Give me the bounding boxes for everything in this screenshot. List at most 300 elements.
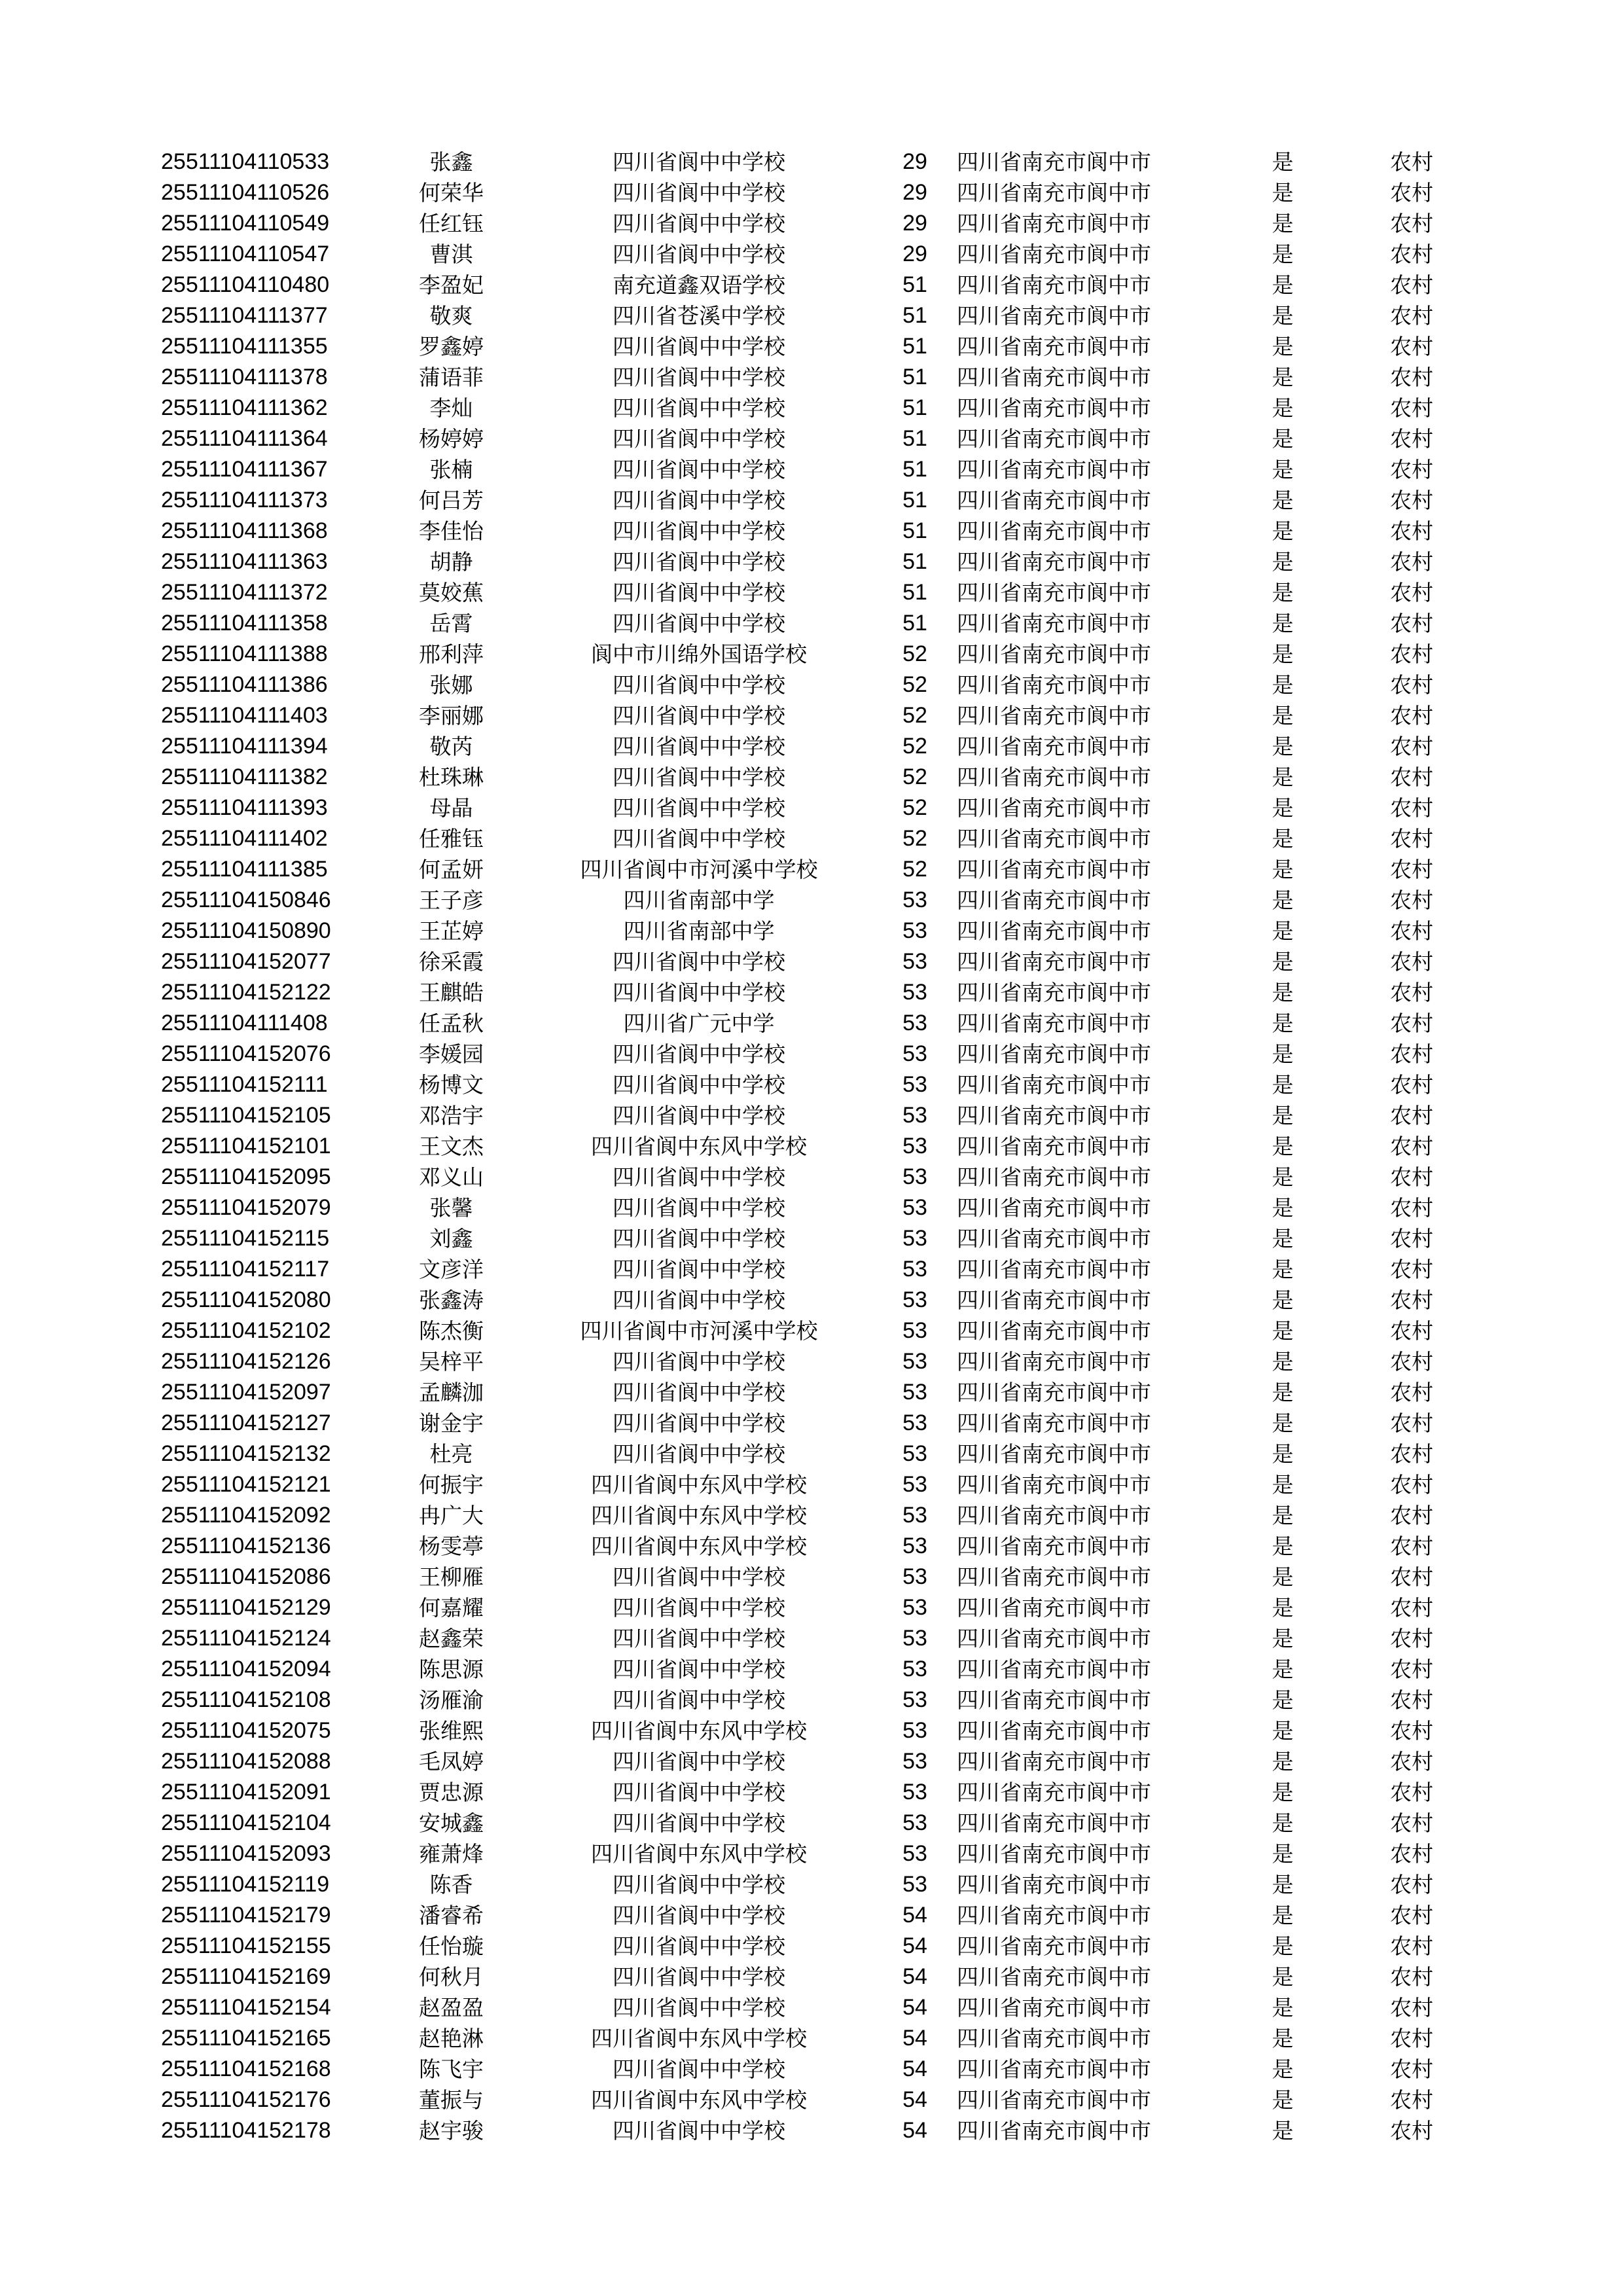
student-name-cell: 蒲语菲 (419, 365, 484, 390)
table-row (161, 1162, 1445, 1193)
eligibility-cell: 是 (1272, 395, 1294, 421)
score-cell: 51 (902, 549, 927, 574)
eligibility-cell: 是 (1272, 1257, 1294, 1282)
score-cell: 53 (902, 1410, 927, 1435)
region-cell: 四川省南充市阆中市 (957, 1134, 1151, 1159)
exam-number-cell: 25511104111408 (161, 1011, 328, 1035)
exam-number-cell: 25511104152155 (161, 1933, 331, 1958)
area-type-cell: 农村 (1390, 1810, 1433, 1836)
score-cell: 51 (902, 272, 927, 297)
area-type-cell: 农村 (1390, 395, 1433, 421)
table-row (161, 1377, 1445, 1408)
exam-number-cell: 25511104152102 (161, 1318, 331, 1343)
school-cell: 四川省阆中中学校 (613, 180, 785, 206)
score-cell: 29 (902, 180, 927, 205)
eligibility-cell: 是 (1272, 1441, 1294, 1467)
eligibility-cell: 是 (1272, 149, 1294, 175)
region-cell: 四川省南充市阆中市 (957, 242, 1151, 267)
exam-number-cell: 25511104152169 (161, 1964, 331, 1989)
table-row (161, 1562, 1445, 1592)
school-cell: 四川省阆中中学校 (613, 1749, 785, 1774)
school-cell: 四川省阆中中学校 (613, 365, 785, 390)
table-row (161, 423, 1445, 454)
eligibility-cell: 是 (1272, 1964, 1294, 1990)
student-name-cell: 任孟秋 (419, 1011, 484, 1036)
table-row (161, 977, 1445, 1008)
exam-number-cell: 25511104152108 (161, 1687, 331, 1712)
region-cell: 四川省南充市阆中市 (957, 2118, 1151, 2144)
area-type-cell: 农村 (1390, 580, 1433, 605)
exam-number-cell: 25511104110533 (161, 149, 330, 174)
score-cell: 53 (902, 1718, 927, 1743)
area-type-cell: 农村 (1390, 1195, 1433, 1221)
region-cell: 四川省南充市阆中市 (957, 1780, 1151, 1805)
student-name-cell: 陈杰衡 (419, 1318, 484, 1344)
region-cell: 四川省南充市阆中市 (957, 180, 1151, 206)
eligibility-cell: 是 (1272, 457, 1294, 482)
school-cell: 四川省阆中中学校 (613, 1103, 785, 1128)
student-name-cell: 何吕芳 (419, 488, 484, 513)
school-cell: 四川省阆中东风中学校 (591, 2026, 807, 2051)
score-cell: 52 (902, 641, 927, 666)
school-cell: 四川省阆中中学校 (613, 580, 785, 605)
area-type-cell: 农村 (1390, 918, 1433, 944)
table-row (161, 2085, 1445, 2115)
table-row (161, 516, 1445, 547)
area-type-cell: 农村 (1390, 1964, 1433, 1990)
score-cell: 53 (902, 1749, 927, 1774)
student-name-cell: 李媛园 (419, 1041, 484, 1067)
table-row (161, 1531, 1445, 1562)
exam-number-cell: 25511104152097 (161, 1380, 331, 1405)
table-row (161, 1715, 1445, 1746)
eligibility-cell: 是 (1272, 1472, 1294, 1498)
school-cell: 四川省阆中中学校 (613, 1780, 785, 1805)
eligibility-cell: 是 (1272, 334, 1294, 359)
region-cell: 四川省南充市阆中市 (957, 395, 1151, 421)
table-row (161, 393, 1445, 423)
exam-number-cell: 25511104152117 (161, 1257, 330, 1282)
score-cell: 51 (902, 395, 927, 420)
eligibility-cell: 是 (1272, 795, 1294, 821)
area-type-cell: 农村 (1390, 1164, 1433, 1190)
exam-number-cell: 25511104152168 (161, 2056, 331, 2081)
region-cell: 四川省南充市阆中市 (957, 1011, 1151, 1036)
school-cell: 四川省阆中中学校 (613, 1687, 785, 1713)
area-type-cell: 农村 (1390, 734, 1433, 759)
eligibility-cell: 是 (1272, 1318, 1294, 1344)
student-name-cell: 毛凤婷 (419, 1749, 484, 1774)
area-type-cell: 农村 (1390, 1103, 1433, 1128)
eligibility-cell: 是 (1272, 857, 1294, 882)
student-name-cell: 贾忠源 (419, 1780, 484, 1805)
exam-number-cell: 25511104152091 (161, 1780, 331, 1804)
region-cell: 四川省南充市阆中市 (957, 1195, 1151, 1221)
school-cell: 四川省阆中中学校 (613, 1564, 785, 1590)
area-type-cell: 农村 (1390, 1903, 1433, 1928)
score-cell: 54 (902, 2026, 927, 2051)
area-type-cell: 农村 (1390, 1626, 1433, 1651)
table-row (161, 1193, 1445, 1223)
exam-number-cell: 25511104111385 (161, 857, 328, 882)
score-cell: 53 (902, 1287, 927, 1312)
school-cell: 四川省阆中中学校 (613, 980, 785, 1005)
table-row (161, 1439, 1445, 1469)
table-row (161, 547, 1445, 577)
student-name-cell: 何孟妍 (419, 857, 484, 882)
table-row (161, 1623, 1445, 1654)
student-name-cell: 敬芮 (429, 734, 473, 759)
region-cell: 四川省南充市阆中市 (957, 488, 1151, 513)
area-type-cell: 农村 (1390, 549, 1433, 575)
school-cell: 南充道鑫双语学校 (613, 272, 785, 298)
exam-number-cell: 25511104152079 (161, 1195, 331, 1220)
score-cell: 53 (902, 1503, 927, 1528)
area-type-cell: 农村 (1390, 1780, 1433, 1805)
school-cell: 四川省南部中学 (623, 918, 775, 944)
region-cell: 四川省南充市阆中市 (957, 1564, 1151, 1590)
table-row (161, 608, 1445, 639)
area-type-cell: 农村 (1390, 180, 1433, 206)
score-cell: 53 (902, 1380, 927, 1405)
student-name-cell: 任怡璇 (419, 1933, 484, 1959)
score-cell: 51 (902, 334, 927, 359)
student-name-cell: 胡静 (429, 549, 473, 575)
eligibility-cell: 是 (1272, 1534, 1294, 1559)
exam-number-cell: 25511104152080 (161, 1287, 331, 1312)
eligibility-cell: 是 (1272, 1903, 1294, 1928)
score-cell: 53 (902, 949, 927, 974)
eligibility-cell: 是 (1272, 1164, 1294, 1190)
eligibility-cell: 是 (1272, 1687, 1294, 1713)
student-name-cell: 李灿 (429, 395, 473, 421)
student-name-cell: 谢金宇 (419, 1410, 484, 1436)
exam-number-cell: 25511104111377 (161, 303, 328, 328)
table-row (161, 1746, 1445, 1777)
student-name-cell: 邢利萍 (419, 641, 484, 667)
region-cell: 四川省南充市阆中市 (957, 1257, 1151, 1282)
exam-number-cell: 25511104111373 (161, 488, 328, 512)
score-cell: 54 (902, 1933, 927, 1958)
region-cell: 四川省南充市阆中市 (957, 1872, 1151, 1897)
area-type-cell: 农村 (1390, 1534, 1433, 1559)
score-cell: 52 (902, 857, 927, 882)
area-type-cell: 农村 (1390, 2056, 1433, 2082)
table-row (161, 1346, 1445, 1377)
region-cell: 四川省南充市阆中市 (957, 1995, 1151, 2020)
score-cell: 53 (902, 1441, 927, 1466)
eligibility-cell: 是 (1272, 180, 1294, 206)
table-row (161, 1039, 1445, 1069)
exam-number-cell: 25511104152132 (161, 1441, 331, 1466)
score-cell: 51 (902, 365, 927, 389)
area-type-cell: 农村 (1390, 1349, 1433, 1374)
area-type-cell: 农村 (1390, 1041, 1433, 1067)
student-name-cell: 母晶 (429, 795, 473, 821)
school-cell: 四川省阆中中学校 (613, 1995, 785, 2020)
score-cell: 52 (902, 734, 927, 759)
area-type-cell: 农村 (1390, 1410, 1433, 1436)
score-cell: 53 (902, 1687, 927, 1712)
eligibility-cell: 是 (1272, 826, 1294, 852)
region-cell: 四川省南充市阆中市 (957, 549, 1151, 575)
student-name-cell: 李盈妃 (419, 272, 484, 298)
score-cell: 54 (902, 1903, 927, 1928)
table-row (161, 1962, 1445, 1992)
region-cell: 四川省南充市阆中市 (957, 1380, 1151, 1405)
school-cell: 四川省阆中中学校 (613, 149, 785, 175)
exam-number-cell: 25511104152136 (161, 1534, 331, 1558)
score-cell: 54 (902, 2118, 927, 2143)
student-name-cell: 邓浩宇 (419, 1103, 484, 1128)
area-type-cell: 农村 (1390, 1318, 1433, 1344)
eligibility-cell: 是 (1272, 1103, 1294, 1128)
school-cell: 四川省阆中中学校 (613, 1041, 785, 1067)
student-name-cell: 杨博文 (419, 1072, 484, 1098)
student-name-cell: 岳霄 (429, 611, 473, 636)
exam-number-cell: 25511104111402 (161, 826, 328, 851)
score-cell: 29 (902, 211, 927, 236)
school-cell: 四川省阆中中学校 (613, 1287, 785, 1313)
school-cell: 四川省阆中中学校 (613, 795, 785, 821)
exam-number-cell: 25511104111393 (161, 795, 328, 820)
exam-number-cell: 25511104111403 (161, 703, 328, 728)
table-row (161, 1500, 1445, 1531)
exam-number-cell: 25511104150846 (161, 888, 331, 912)
region-cell: 四川省南充市阆中市 (957, 703, 1151, 728)
area-type-cell: 农村 (1390, 1441, 1433, 1467)
region-cell: 四川省南充市阆中市 (957, 857, 1151, 882)
region-cell: 四川省南充市阆中市 (957, 1226, 1151, 1251)
table-row (161, 1592, 1445, 1623)
exam-number-cell: 25511104111372 (161, 580, 328, 605)
score-cell: 53 (902, 1780, 927, 1804)
region-cell: 四川省南充市阆中市 (957, 149, 1151, 175)
school-cell: 四川省阆中东风中学校 (591, 1841, 807, 1867)
student-name-cell: 安城鑫 (419, 1810, 484, 1836)
table-row (161, 1808, 1445, 1839)
exam-number-cell: 25511104152076 (161, 1041, 331, 1066)
table-row (161, 362, 1445, 393)
area-type-cell: 农村 (1390, 888, 1433, 913)
student-name-cell: 赵鑫荣 (419, 1626, 484, 1651)
score-cell: 53 (902, 1195, 927, 1220)
school-cell: 四川省阆中中学校 (613, 1349, 785, 1374)
school-cell: 四川省阆中中学校 (613, 1441, 785, 1467)
area-type-cell: 农村 (1390, 1134, 1433, 1159)
table-row (161, 1008, 1445, 1039)
student-name-cell: 陈思源 (419, 1657, 484, 1682)
exam-number-cell: 25511104152101 (161, 1134, 331, 1158)
area-type-cell: 农村 (1390, 488, 1433, 513)
table-row (161, 331, 1445, 362)
exam-number-cell: 25511104152075 (161, 1718, 331, 1743)
area-type-cell: 农村 (1390, 1503, 1433, 1528)
score-cell: 53 (902, 1134, 927, 1158)
student-name-cell: 何荣华 (419, 180, 484, 206)
area-type-cell: 农村 (1390, 1226, 1433, 1251)
school-cell: 四川省阆中中学校 (613, 2056, 785, 2082)
eligibility-cell: 是 (1272, 641, 1294, 667)
exam-number-cell: 25511104152127 (161, 1410, 331, 1435)
school-cell: 四川省阆中市河溪中学校 (580, 1318, 818, 1344)
exam-number-cell: 25511104152119 (161, 1872, 330, 1897)
student-name-cell: 王文杰 (419, 1134, 484, 1159)
region-cell: 四川省南充市阆中市 (957, 888, 1151, 913)
region-cell: 四川省南充市阆中市 (957, 426, 1151, 452)
school-cell: 四川省阆中中学校 (613, 764, 785, 790)
area-type-cell: 农村 (1390, 949, 1433, 975)
exam-number-cell: 25511104152129 (161, 1595, 331, 1620)
exam-number-cell: 25511104152092 (161, 1503, 331, 1528)
score-cell: 29 (902, 242, 927, 266)
exam-number-cell: 25511104152126 (161, 1349, 331, 1374)
school-cell: 四川省苍溪中学校 (613, 303, 785, 329)
table-row (161, 1777, 1445, 1808)
eligibility-cell: 是 (1272, 1872, 1294, 1897)
student-name-cell: 张楠 (429, 457, 473, 482)
score-cell: 51 (902, 518, 927, 543)
exam-number-cell: 25511104110547 (161, 242, 330, 266)
school-cell: 四川省阆中中学校 (613, 549, 785, 575)
school-cell: 四川省阆中中学校 (613, 1072, 785, 1098)
area-type-cell: 农村 (1390, 1011, 1433, 1036)
score-cell: 53 (902, 1657, 927, 1681)
eligibility-cell: 是 (1272, 580, 1294, 605)
school-cell: 四川省阆中东风中学校 (591, 1534, 807, 1559)
score-cell: 53 (902, 1318, 927, 1343)
student-name-cell: 汤雁渝 (419, 1687, 484, 1713)
eligibility-cell: 是 (1272, 1995, 1294, 2020)
exam-number-cell: 25511104111364 (161, 426, 328, 451)
region-cell: 四川省南充市阆中市 (957, 1534, 1151, 1559)
table-row (161, 1900, 1445, 1931)
score-cell: 53 (902, 1226, 927, 1251)
table-row (161, 916, 1445, 946)
area-type-cell: 农村 (1390, 457, 1433, 482)
table-row (161, 1069, 1445, 1100)
exam-number-cell: 25511104152093 (161, 1841, 331, 1866)
region-cell: 四川省南充市阆中市 (957, 1072, 1151, 1098)
area-type-cell: 农村 (1390, 1072, 1433, 1098)
eligibility-cell: 是 (1272, 1287, 1294, 1313)
student-name-cell: 何秋月 (419, 1964, 484, 1990)
region-cell: 四川省南充市阆中市 (957, 457, 1151, 482)
score-cell: 53 (902, 1872, 927, 1897)
student-name-cell: 文彦洋 (419, 1257, 484, 1282)
school-cell: 四川省阆中中学校 (613, 1164, 785, 1190)
school-cell: 四川省阆中中学校 (613, 1872, 785, 1897)
area-type-cell: 农村 (1390, 1872, 1433, 1897)
exam-number-cell: 25511104111358 (161, 611, 328, 636)
region-cell: 四川省南充市阆中市 (957, 826, 1151, 852)
eligibility-cell: 是 (1272, 1718, 1294, 1744)
exam-number-cell: 25511104111394 (161, 734, 328, 759)
school-cell: 四川省阆中东风中学校 (591, 1472, 807, 1498)
region-cell: 四川省南充市阆中市 (957, 1349, 1151, 1374)
area-type-cell: 农村 (1390, 641, 1433, 667)
region-cell: 四川省南充市阆中市 (957, 580, 1151, 605)
region-cell: 四川省南充市阆中市 (957, 949, 1151, 975)
eligibility-cell: 是 (1272, 1749, 1294, 1774)
area-type-cell: 农村 (1390, 1933, 1433, 1959)
exam-number-cell: 25511104152104 (161, 1810, 331, 1835)
student-name-cell: 杨婷婷 (419, 426, 484, 452)
table-row (161, 854, 1445, 885)
exam-number-cell: 25511104152179 (161, 1903, 331, 1928)
eligibility-cell: 是 (1272, 672, 1294, 698)
region-cell: 四川省南充市阆中市 (957, 672, 1151, 698)
region-cell: 四川省南充市阆中市 (957, 1841, 1151, 1867)
score-cell: 53 (902, 1349, 927, 1374)
score-cell: 53 (902, 980, 927, 1005)
eligibility-cell: 是 (1272, 1072, 1294, 1098)
student-name-cell: 任红钰 (419, 211, 484, 236)
exam-number-cell: 25511104110526 (161, 180, 330, 205)
score-cell: 52 (902, 795, 927, 820)
score-cell: 53 (902, 1626, 927, 1651)
eligibility-cell: 是 (1272, 426, 1294, 452)
region-cell: 四川省南充市阆中市 (957, 303, 1151, 329)
student-name-cell: 冉广大 (419, 1503, 484, 1528)
exam-number-cell: 25511104152095 (161, 1164, 331, 1189)
region-cell: 四川省南充市阆中市 (957, 1810, 1151, 1836)
student-name-cell: 杨雯葶 (419, 1534, 484, 1559)
eligibility-cell: 是 (1272, 242, 1294, 267)
region-cell: 四川省南充市阆中市 (957, 2026, 1151, 2051)
school-cell: 四川省阆中东风中学校 (591, 1503, 807, 1528)
score-cell: 51 (902, 426, 927, 451)
score-cell: 53 (902, 888, 927, 912)
exam-number-cell: 25511104110549 (161, 211, 330, 236)
school-cell: 四川省阆中中学校 (613, 826, 785, 852)
region-cell: 四川省南充市阆中市 (957, 211, 1151, 236)
eligibility-cell: 是 (1272, 611, 1294, 636)
region-cell: 四川省南充市阆中市 (957, 918, 1151, 944)
table-row (161, 1316, 1445, 1346)
school-cell: 四川省阆中中学校 (613, 1226, 785, 1251)
school-cell: 四川省阆中中学校 (613, 1903, 785, 1928)
exam-number-cell: 25511104110480 (161, 272, 330, 297)
eligibility-cell: 是 (1272, 1780, 1294, 1805)
exam-number-cell: 25511104111363 (161, 549, 328, 574)
school-cell: 四川省阆中市河溪中学校 (580, 857, 818, 882)
score-cell: 51 (902, 580, 927, 605)
exam-number-cell: 25511104152088 (161, 1749, 331, 1774)
table-row (161, 270, 1445, 300)
region-cell: 四川省南充市阆中市 (957, 1318, 1151, 1344)
student-name-cell: 杜珠琳 (419, 764, 484, 790)
eligibility-cell: 是 (1272, 518, 1294, 544)
score-cell: 53 (902, 1841, 927, 1866)
exam-number-cell: 25511104111367 (161, 457, 328, 482)
school-cell: 四川省阆中中学校 (613, 1964, 785, 1990)
score-cell: 53 (902, 1534, 927, 1558)
area-type-cell: 农村 (1390, 1380, 1433, 1405)
student-name-cell: 赵艳淋 (419, 2026, 484, 2051)
area-type-cell: 农村 (1390, 518, 1433, 544)
student-name-cell: 董振与 (419, 2087, 484, 2113)
table-row (161, 793, 1445, 823)
school-cell: 四川省南部中学 (623, 888, 775, 913)
area-type-cell: 农村 (1390, 149, 1433, 175)
eligibility-cell: 是 (1272, 1841, 1294, 1867)
region-cell: 四川省南充市阆中市 (957, 1041, 1151, 1067)
school-cell: 四川省阆中中学校 (613, 334, 785, 359)
table-row (161, 1285, 1445, 1316)
area-type-cell: 农村 (1390, 2087, 1433, 2113)
school-cell: 四川省阆中中学校 (613, 703, 785, 728)
